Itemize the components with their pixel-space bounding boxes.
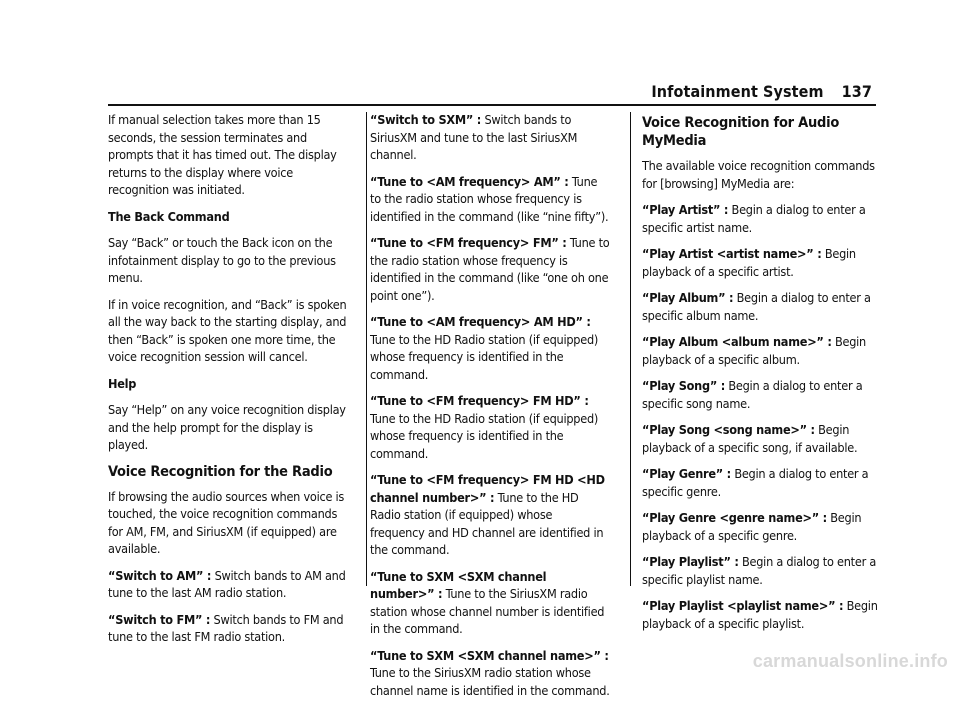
- command-desc: Switch bands to FM and tune to the last FM radio station.: [108, 611, 344, 644]
- column-2: [370, 111, 610, 708]
- radio-intro: If browsing the audio sources when voice is touched, the voice recognition commands for AM, FM, and SiriusXM (if equipped) are available.: [108, 488, 345, 556]
- command-entry: [642, 553, 882, 588]
- command-name: “Play Artist <artist name>” :: [642, 246, 822, 261]
- command-desc: Tune to the radio station whose frequency is identified in the command (like “nine fifty”).: [370, 173, 609, 224]
- command-entry: [370, 647, 610, 700]
- command-entry: [370, 313, 610, 383]
- command-entry: [370, 392, 610, 462]
- command-desc: Tune to the SiriusXM radio station whose channel name is identified in the command.: [370, 665, 610, 698]
- section-title: Infotainment System: [651, 82, 824, 101]
- command-desc: Tune to the SiriusXM radio station whose channel number is identified in the command.: [370, 586, 605, 636]
- radio-heading: Voice Recognition for the Radio: [108, 463, 333, 480]
- command-entry: [642, 421, 882, 456]
- help-paragraph: Say “Help” on any voice recognition display and the help prompt for the display is played.: [108, 402, 346, 452]
- timeout-paragraph: If manual selection takes more than 15 seconds, the session terminates and prompts that it has timed out. The display returns to the display where voice recognition was initiated.: [108, 112, 337, 197]
- command-entry: [642, 509, 882, 544]
- command-name: “Tune to SXM <SXM channel number>” :: [370, 568, 547, 601]
- command-entry: [370, 173, 610, 226]
- command-name: “Play Song” :: [642, 378, 726, 393]
- command-name: “Play Song <song name>” :: [642, 422, 815, 437]
- command-name: “Switch to FM” :: [108, 611, 211, 627]
- command-entry: [642, 201, 882, 236]
- command-name: “Tune to <FM frequency> FM HD” :: [370, 393, 589, 408]
- command-entry: [642, 289, 882, 324]
- command-name: “Tune to <FM frequency> FM” :: [370, 235, 567, 250]
- command-desc: Begin playback of a specific artist.: [642, 246, 856, 279]
- page-number: 137: [841, 82, 872, 101]
- back-paragraph-2: If in voice recognition, and “Back” is spoken all the way back to the starting display, and then “Back” is spoken one more time, the voice recognition session will cancel.: [108, 296, 347, 364]
- help-title: Help: [108, 375, 137, 391]
- command-desc: Begin playback of a specific playlist.: [642, 598, 878, 631]
- command-name: “Play Album <album name>” :: [642, 334, 832, 349]
- command-desc: Tune to the HD Radio station (if equipped) whose frequency is identified in the command.: [370, 331, 599, 382]
- page-header: [651, 82, 872, 101]
- back-paragraph-1: Say “Back” or touch the Back icon on the infotainment display to go to the previous menu.: [108, 235, 336, 285]
- command-name: “Switch to SXM” :: [370, 112, 482, 127]
- command-entry: [642, 597, 882, 632]
- command-desc: Tune to the radio station whose frequency is identified in the command (like “one oh one point one”).: [370, 235, 610, 303]
- command-entry: [370, 471, 610, 559]
- command-name: “Play Genre” :: [642, 466, 731, 481]
- command-name: “Tune to <AM frequency> AM” :: [370, 173, 569, 189]
- command-entry: [642, 245, 882, 280]
- column-1: [108, 111, 348, 655]
- mymedia-heading: Voice Recognition for Audio MyMedia: [642, 115, 840, 149]
- command-name: “Tune to SXM <SXM channel name>” :: [370, 647, 609, 663]
- command-desc: Begin playback of a specific genre.: [642, 510, 862, 543]
- command-desc: Begin playback of a specific song, if available.: [642, 422, 858, 455]
- command-desc: Begin a dialog to enter a specific album name.: [642, 290, 871, 323]
- command-entry: [370, 111, 610, 164]
- command-name: “Tune to <AM frequency> AM HD” :: [370, 314, 591, 329]
- column-divider: [630, 112, 631, 586]
- command-name: “Play Album” :: [642, 290, 734, 305]
- command-entry: [642, 465, 882, 500]
- command-desc: Tune to the HD Radio station (if equipped) whose frequency is identified in the command.: [370, 410, 599, 461]
- command-desc: Switch bands to SiriusXM and tune to the last SiriusXM channel.: [370, 112, 578, 162]
- mymedia-intro: The available voice recognition commands for [browsing] MyMedia are:: [642, 158, 875, 191]
- command-name: “Switch to AM” :: [108, 567, 212, 583]
- command-name: “Play Artist” :: [642, 202, 729, 217]
- watermark: carmanualsonline.info: [752, 651, 948, 671]
- command-desc: Tune to the HD Radio station (if equipped) whose frequency and HD channel are identified in the command.: [370, 489, 604, 557]
- column-divider: [366, 112, 367, 586]
- command-name: “Play Playlist” :: [642, 554, 739, 569]
- command-desc: Begin playback of a specific album.: [642, 334, 866, 367]
- command-entry: [642, 377, 882, 412]
- command-entry: [108, 567, 348, 602]
- command-desc: Begin a dialog to enter a specific playlist name.: [642, 554, 877, 587]
- command-entry: [370, 568, 610, 638]
- command-desc: Begin a dialog to enter a specific song name.: [642, 378, 863, 411]
- header-rule: [108, 104, 876, 106]
- back-command-title: The Back Command: [108, 208, 230, 224]
- command-name: “Play Playlist <playlist name>” :: [642, 598, 844, 613]
- column-3: [642, 111, 882, 641]
- command-desc: Switch bands to AM and tune to the last AM radio station.: [108, 567, 346, 600]
- command-entry: [108, 611, 348, 646]
- command-desc: Begin a dialog to enter a specific artist name.: [642, 202, 866, 235]
- command-name: “Tune to <FM frequency> FM HD <HD channel number>” :: [370, 472, 605, 505]
- command-entry: [642, 333, 882, 368]
- command-desc: Begin a dialog to enter a specific genre.: [642, 466, 869, 499]
- command-name: “Play Genre <genre name>” :: [642, 510, 827, 525]
- command-entry: [370, 234, 610, 304]
